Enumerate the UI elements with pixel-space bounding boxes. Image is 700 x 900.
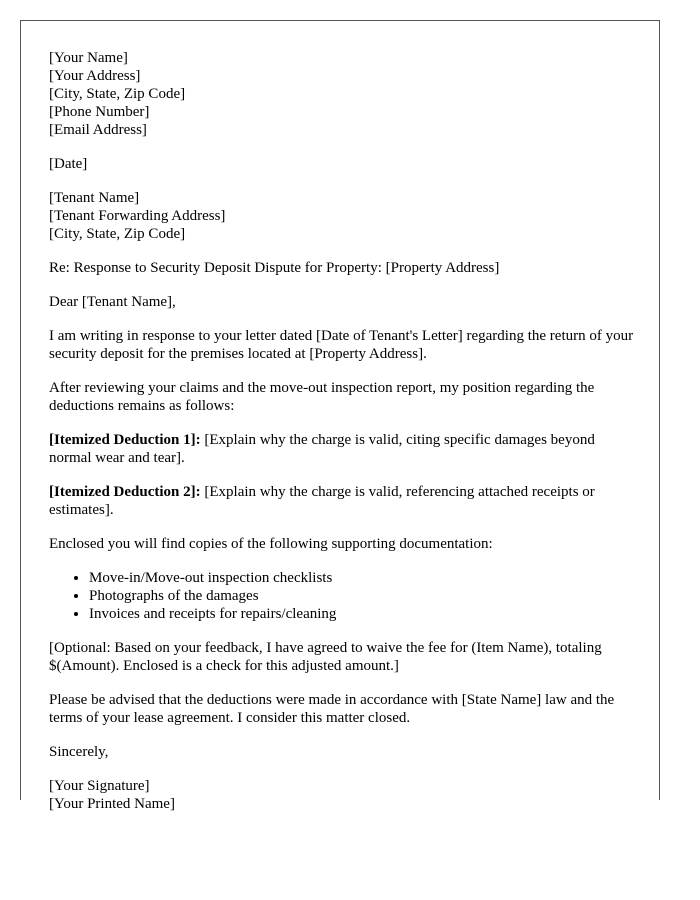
- printed-name-line: [Your Printed Name]: [49, 796, 175, 812]
- recipient-address: [Tenant Forwarding Address]: [49, 208, 226, 224]
- sender-block: [49, 49, 639, 139]
- sender-phone: [Phone Number]: [49, 104, 150, 120]
- letter-content: [49, 49, 639, 829]
- recipient-block: [49, 189, 639, 243]
- sender-city-state-zip: [City, State, Zip Code]: [49, 86, 186, 102]
- intro-paragraph: I am writing in response to your letter dated [Date of Tenant's Letter] regarding the return of your security deposit for the premises located at [Property Address].: [49, 328, 634, 362]
- deduction-label: [Itemized Deduction 1]:: [49, 432, 201, 448]
- letter-date: [Date]: [49, 156, 88, 172]
- deduction-text: [Explain why the charge is valid, citing specific damages beyond normal wear and tear].: [49, 432, 595, 466]
- letter-page: [20, 20, 660, 812]
- deduction-text: [Explain why the charge is valid, referencing attached receipts or estimates].: [49, 484, 595, 518]
- closing-statement-paragraph: Please be advised that the deductions were made in accordance with [State Name] law and the terms of your lease agreement. I consider this matter closed.: [49, 692, 615, 726]
- sender-name: [Your Name]: [49, 50, 128, 66]
- signature-line: [Your Signature]: [49, 778, 150, 794]
- position-paragraph: After reviewing your claims and the move-out inspection report, my position regarding the deductions remains as follows:: [49, 380, 595, 414]
- optional-paragraph: [Optional: Based on your feedback, I have agreed to waive the fee for (Item Name), totaling $(Amount). Enclosed is a check for this adjusted amount.]: [49, 640, 602, 674]
- subject-line: Re: Response to Security Deposit Dispute for Property: [Property Address]: [49, 260, 500, 276]
- closing: Sincerely,: [49, 744, 109, 760]
- deduction-item: [49, 431, 639, 467]
- list-item: • Photographs of the damages: [89, 587, 639, 605]
- salutation: Dear [Tenant Name],: [49, 294, 176, 310]
- documents-list: [49, 569, 639, 623]
- list-item: • Move-in/Move-out inspection checklists: [89, 569, 639, 587]
- sender-email: [Email Address]: [49, 122, 147, 138]
- recipient-city-state-zip: [City, State, Zip Code]: [49, 226, 186, 242]
- deduction-item: [49, 483, 639, 519]
- list-item: • Invoices and receipts for repairs/cleaning: [89, 605, 639, 623]
- deduction-label: [Itemized Deduction 2]:: [49, 484, 201, 500]
- recipient-name: [Tenant Name]: [49, 190, 140, 206]
- sender-address: [Your Address]: [49, 68, 141, 84]
- signature-block: [49, 777, 639, 813]
- enclosed-intro-paragraph: Enclosed you will find copies of the following supporting documentation:: [49, 536, 493, 552]
